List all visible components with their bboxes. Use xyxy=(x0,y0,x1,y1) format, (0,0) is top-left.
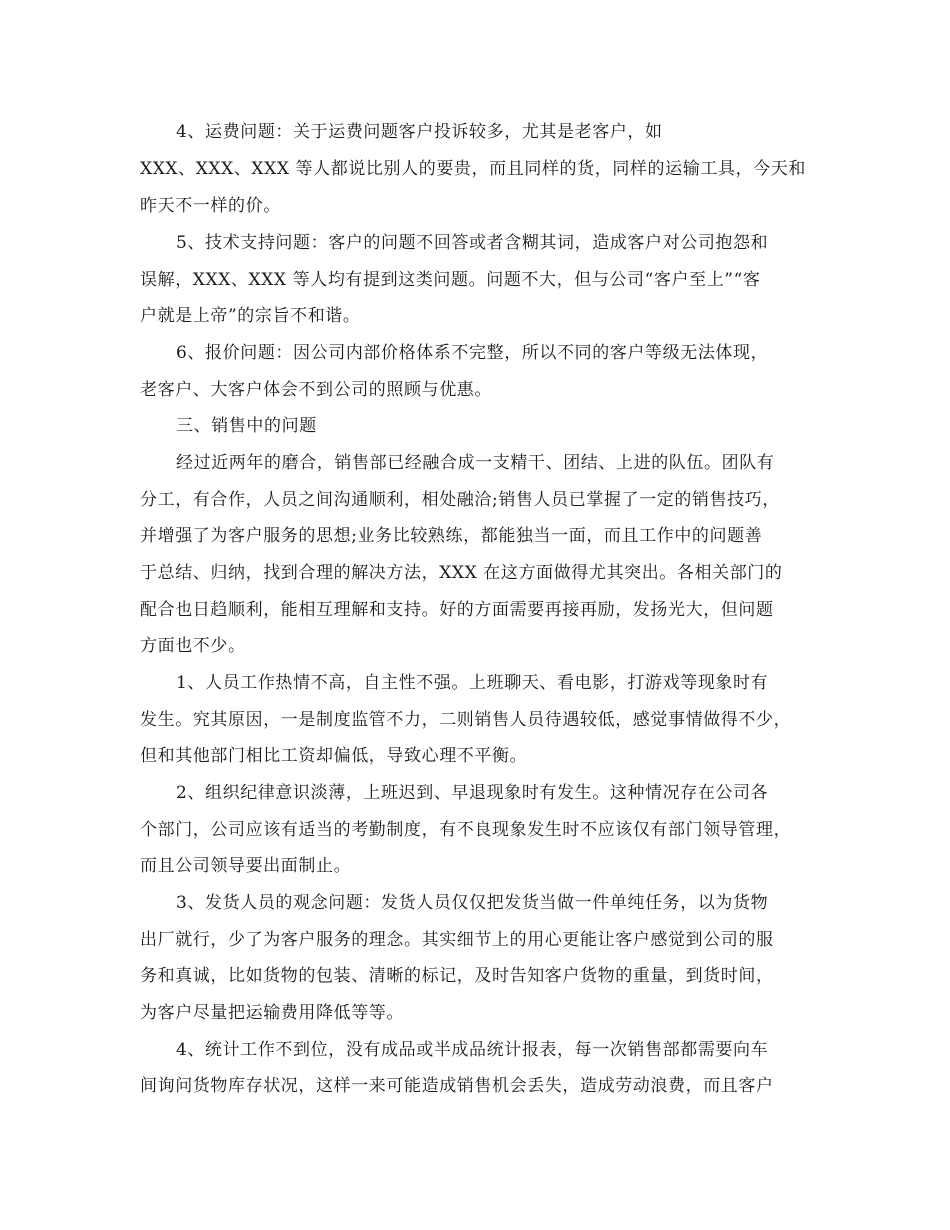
paragraph-line: 个部门，公司应该有适当的考勤制度，有不良现象发生时不应该仅有部门领导管理， xyxy=(140,820,792,840)
paragraph-line: 经过近两年的磨合，销售部已经融合成一支精干、团结、上进的队伍。团队有 xyxy=(176,453,775,473)
paragraph-line: 1、人员工作热情不高，自主性不强。上班聊天、看电影，打游戏等现象时有 xyxy=(176,673,769,693)
paragraph-line: 为客户尽量把运输费用降低等等。 xyxy=(140,1003,404,1023)
paragraph-line: 6、报价问题：因公司内部价格体系不完整，所以不同的客户等级无法体现， xyxy=(176,343,769,363)
paragraph-line: 但和其他部门相比工资却偏低，导致心理不平衡。 xyxy=(140,746,528,766)
paragraph-line: 并增强了为客户服务的思想;业务比较熟练，都能独当一面，而且工作中的问题善 xyxy=(140,526,763,546)
paragraph-line: 于总结、归纳，找到合理的解决方法，XXX 在这方面做得尤其突出。各相关部门的 xyxy=(140,563,783,583)
paragraph-line: 老客户、大客户体会不到公司的照顾与优惠。 xyxy=(140,380,492,400)
paragraph-line: 发生。究其原因，一是制度监管不力，二则销售人员待遇较低，感觉事情做得不少， xyxy=(140,710,792,730)
paragraph-line: 户就是上帝”的宗旨不和谐。 xyxy=(140,306,361,326)
paragraph-line: 4、统计工作不到位，没有成品或半成品统计报表，每一次销售部都需要向车 xyxy=(176,1040,769,1060)
paragraph-line: 而且公司领导要出面制止。 xyxy=(140,856,352,876)
paragraph-line: 间询问货物库存状况，这样一来可能造成销售机会丢失，造成劳动浪费，而且客户 xyxy=(140,1076,774,1096)
paragraph-line: 务和真诚，比如货物的包装、清晰的标记，及时告知客户货物的重量，到货时间， xyxy=(140,966,774,986)
paragraph-line: 配合也日趋顺利，能相互理解和支持。好的方面需要再接再励，发扬光大，但问题 xyxy=(140,600,774,620)
paragraph-line: 方面也不少。 xyxy=(140,636,246,656)
paragraph-line: 昨天不一样的价。 xyxy=(140,196,281,216)
paragraph-line: 3、发货人员的观念问题：发货人员仅仅把发货当做一件单纯任务，以为货物 xyxy=(176,893,769,913)
paragraph-line: 2、组织纪律意识淡薄，上班迟到、早退现象时有发生。这种情况存在公司各 xyxy=(176,783,769,803)
paragraph-line: XXX、XXX、XXX 等人都说比别人的要贵，而且同样的货，同样的运输工具，今天和 xyxy=(140,159,806,179)
paragraph-line: 5、技术支持问题：客户的问题不回答或者含糊其词，造成客户对公司抱怨和 xyxy=(176,233,769,253)
paragraph-line: 4、运费问题：关于运费问题客户投诉较多，尤其是老客户，如 xyxy=(176,122,663,142)
section-heading: 三、销售中的问题 xyxy=(176,416,317,436)
paragraph-line: 出厂就行，少了为客户服务的理念。其实细节上的用心更能让客户感觉到公司的服 xyxy=(140,930,774,950)
paragraph-line: 分工，有合作，人员之间沟通顺利，相处融洽;销售人员已掌握了一定的销售技巧， xyxy=(140,490,780,510)
paragraph-line: 误解，XXX、XXX 等人均有提到这类问题。问题不大，但与公司“客户至上”“客 xyxy=(140,270,761,290)
